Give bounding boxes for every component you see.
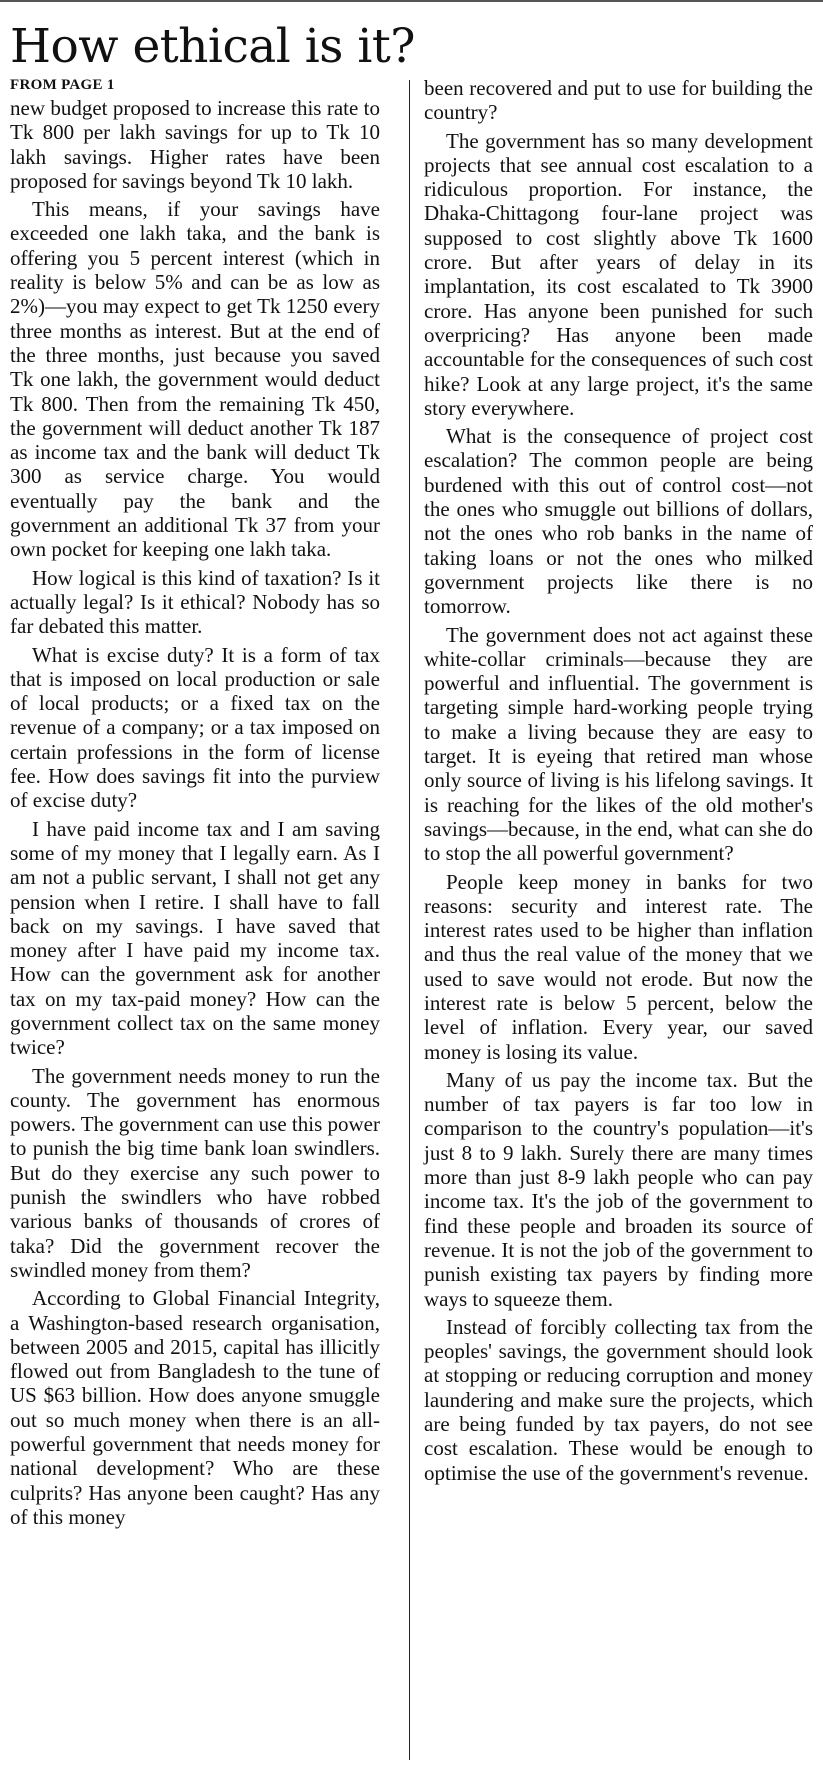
column-divider [409,80,410,1760]
paragraph: Instead of forcibly collecting tax from the peoples' savings, the government should look at stopping or reducing corruption and money laundering and make sure the projects, which are being funded by tax payers, do not see cost escalation. These would be enough to optimise the use of the government's revenue. [424,1314,813,1485]
paragraph: This means, if your savings have exceeded one lakh taka, and the bank is offering you 5 percent interest (which in reality is below 5% and can be as low as 2%)—you may expect to get Tk 1250 every three months as interest. But at the end of the three months, just because you saved Tk one lakh, the government would deduct Tk 800. Then from the remaining Tk 450, the government will deduct another Tk 187 as income tax and the bank will deduct Tk 300 as service charge. You would eventually pay the bank and the government an additional Tk 37 from your own pocket for keeping one lakh taka. [10,197,380,562]
paragraph: I have paid income tax and I am saving some of my money that I legally earn. As I am not a public servant, I shall not get any pension when I retire. I shall have to fall back on my savings. I have saved that money after I have paid my income tax. How can the government ask for another tax on my tax-paid money? How can the government collect tax on the same money twice? [10,816,380,1060]
paragraph: Many of us pay the income tax. But the number of tax payers is far too low in comparison to the country's population—it's just 8 to 9 lakh. Surely there are many times more than just 8-9 lakh people who can pay income tax. It's the job of the government to find these people and broaden its source of revenue. It is not the job of the government to punish existing tax payers by finding more ways to squeeze them. [424,1067,813,1311]
paragraph: How logical is this kind of taxation? Is it actually legal? Is it ethical? Nobody has so far debated this matter. [10,565,380,639]
paragraph: The government has so many development projects that see annual cost escalation to a ridiculous proportion. For instance, the Dhaka-Chittagong four-lane project was supposed to cost slightly above Tk 1600 crore. But after years of delay in its implantation, its cost escalated to Tk 3900 crore. Has anyone been punished for such overpricing? Has anyone been made accountable for the consequences of such cost hike? Look at any large project, it's the same story everywhere. [424,128,813,420]
paragraph: The government does not act against these white-collar criminals—because they are powerful and influential. The government is targeting simple hard-working people trying to make a living because they are easy to target. It is eyeing that retired man whose only source of living is his lifelong savings. It is reaching for the likes of the old mother's savings—because, in the end, what can she do to stop the all powerful government? [424,622,813,866]
paragraph: What is excise duty? It is a form of tax that is imposed on local production or sale of local products; or a fixed tax on the revenue of a company; or a tax imposed on certain professions in the form of license fee. How does savings fit into the purview of excise duty? [10,642,380,813]
paragraph: The government needs money to run the county. The government has enormous powers. The government can use this power to punish the big time bank loan swindlers. But do they exercise any such power to punish the swindlers who have robbed various banks of thousands of crores of taka? Did the government recover the swindled money from them? [10,1063,380,1282]
paragraph: People keep money in banks for two reasons: security and interest rate. The interest rates used to be higher than inflation and thus the real value of the money that we used to save would not erode. But now the interest rate is below 5 percent, below the level of inflation. Every year, our saved money is losing its value. [424,869,813,1064]
headline: How ethical is it? [10,19,415,74]
left-column [10,74,380,1533]
paragraph: new budget proposed to increase this rate to Tk 800 per lakh savings for up to Tk 10 lakh savings. Higher rates have been proposed for savings beyond Tk 10 lakh. [10,96,380,193]
paragraph: What is the consequence of project cost escalation? The common people are being burdened with this out of control cost—not the ones who smuggle out billions of dollars, not the ones who rob banks in the name of taking loans or not the ones who milked government projects like there is no tomorrow. [424,424,813,619]
right-column [424,76,813,1489]
top-rule [0,0,823,8]
paragraph: According to Global Financial Integrity, a Washington-based research organisation, between 2005 and 2015, capital has illicitly flowed out from Bangladesh to the tune of US $63 billion. How does anyone smuggle out so much money when there is an all-powerful government that needs money for national development? Who are these culprits? Has anyone been caught? Has any of this money [10,1286,380,1529]
continued-from-label: FROM PAGE 1 [10,77,115,93]
paragraph: been recovered and put to use for building the country? [424,76,813,125]
